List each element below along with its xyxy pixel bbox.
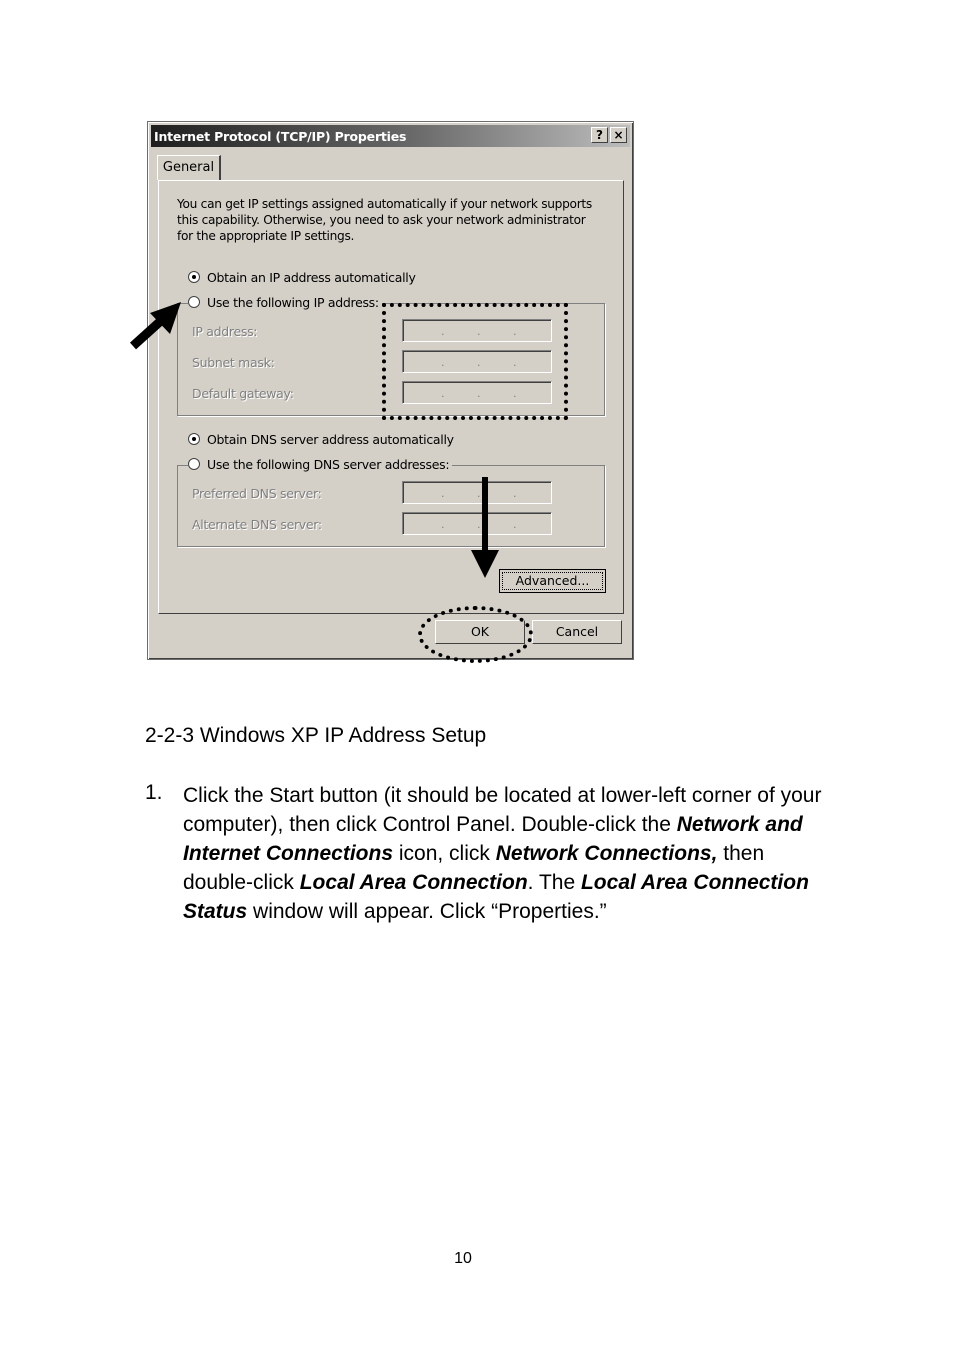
radio-obtain-ip-auto[interactable] bbox=[188, 270, 419, 285]
radio-unselected-icon bbox=[188, 296, 200, 308]
step-text-part: then double-click bbox=[183, 842, 765, 894]
step-bold-local-area-connection: Local Area Connection bbox=[299, 871, 528, 894]
radio-obtain-dns-auto-label: Obtain DNS server address automatically bbox=[207, 432, 454, 447]
advanced-button[interactable]: Advanced... bbox=[499, 569, 606, 593]
step-instructions bbox=[183, 781, 833, 926]
radio-selected-icon bbox=[188, 271, 200, 283]
section-heading: 2-2-3 Windows XP IP Address Setup bbox=[145, 724, 487, 747]
close-button[interactable]: × bbox=[610, 127, 627, 143]
step-text-part: icon, click bbox=[393, 842, 496, 865]
dialog-title: Internet Protocol (TCP/IP) Properties bbox=[154, 129, 407, 144]
step-bold-network-connections: Network Connections, bbox=[495, 842, 718, 865]
radio-use-following-dns-label: Use the following DNS server addresses: bbox=[207, 457, 450, 472]
alternate-dns-label: Alternate DNS server: bbox=[192, 517, 322, 532]
step-text-part: . The bbox=[527, 871, 581, 894]
tab-general[interactable]: General bbox=[157, 155, 221, 180]
page-number: 10 bbox=[454, 1250, 472, 1267]
cancel-button[interactable]: Cancel bbox=[532, 620, 622, 644]
ip-address-input[interactable]: . . . bbox=[402, 319, 552, 342]
help-button[interactable]: ? bbox=[591, 127, 608, 143]
dialog-description: You can get IP settings assigned automatically if your network supports this capability. Otherwise, you need to ask your network administrator for the appropriate IP settings. bbox=[177, 197, 592, 243]
preferred-dns-input[interactable]: . . . bbox=[402, 481, 552, 504]
subnet-mask-input[interactable]: . . . bbox=[402, 350, 552, 373]
title-bar[interactable] bbox=[151, 125, 630, 147]
preferred-dns-label: Preferred DNS server: bbox=[192, 486, 322, 501]
tcpip-properties-dialog bbox=[147, 121, 634, 660]
ok-button[interactable]: OK bbox=[435, 620, 525, 644]
alternate-dns-input[interactable]: . . . bbox=[402, 512, 552, 535]
step-text-part: window will appear. Click “Properties.” bbox=[247, 900, 607, 923]
default-gateway-input[interactable]: . . . bbox=[402, 381, 552, 404]
step-bold-connection-status: Local Area Connection Status bbox=[183, 871, 809, 923]
ip-fields-highlight bbox=[382, 303, 568, 420]
ok-button-highlight bbox=[418, 606, 533, 663]
step-number: 1. bbox=[145, 781, 163, 804]
step-bold-network-internet: Network and Internet Connections bbox=[183, 813, 803, 865]
radio-obtain-dns-auto[interactable] bbox=[188, 432, 457, 447]
radio-use-following-ip[interactable] bbox=[188, 295, 382, 310]
radio-selected-icon bbox=[188, 433, 200, 445]
default-gateway-label: Default gateway: bbox=[192, 386, 294, 401]
radio-use-following-ip-label: Use the following IP address: bbox=[207, 295, 379, 310]
step-text-part: Click the Start button (it should be located at lower-left corner of your computer), then click Control Panel. Double-click the bbox=[183, 784, 822, 836]
radio-unselected-icon bbox=[188, 458, 200, 470]
radio-use-following-dns[interactable] bbox=[188, 457, 452, 472]
subnet-mask-label: Subnet mask: bbox=[192, 355, 275, 370]
radio-obtain-ip-auto-label: Obtain an IP address automatically bbox=[207, 270, 416, 285]
ip-address-label: IP address: bbox=[192, 324, 258, 339]
